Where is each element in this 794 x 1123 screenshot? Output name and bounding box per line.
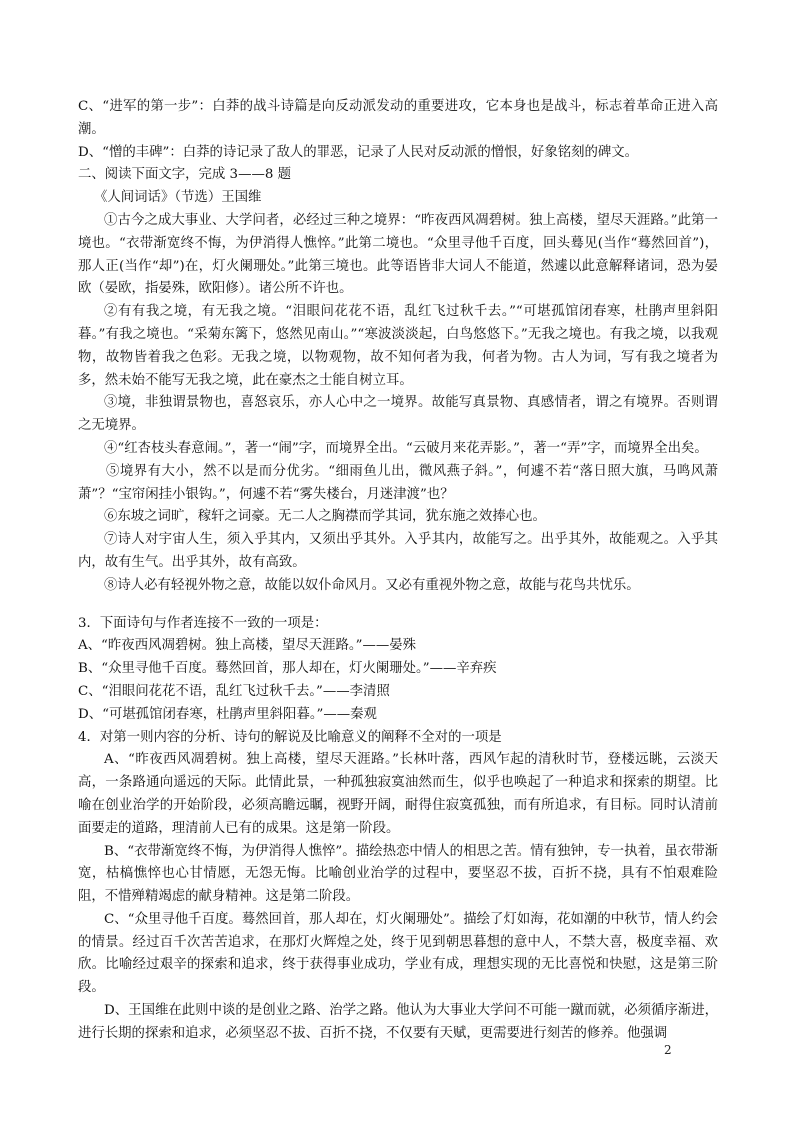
option-d-prev: D、“憎的丰碑”：白莽的诗记录了敌人的罪恶，记录了人民对反动派的憎恨，好象铭刻的碑文。 <box>78 144 639 160</box>
question-3-stem: 3．下面诗句与作者连接不一致的一项是： <box>78 615 328 631</box>
question-3-option-b: B、“众里寻他千百度。蓦然回首，那人却在，灯火阑珊处。”——辛弃疾 <box>78 661 497 677</box>
passage-paragraph-1: ①古今之成大事业、大学问者，必经过三种之境界：“昨夜西风凋碧树。独上高楼，望尽天涯路。”此第一境也。“衣带渐宽终不悔，为伊消得人憔悴。”此第二境也。“众里寻他千百度，回头蓦见(当作“蓦然回首”)，那人正(当作“却”)在，灯火阑珊处。”此第三境也。此等语皆非大词人不能道，然遽以此意解释诸词，恐为晏欧（晏欧，指晏殊，欧阳修）。诸公所不许也。 <box>78 212 718 297</box>
section-spacer <box>78 598 718 613</box>
passage-paragraph-8: ⑧诗人必有轻视外物之意，故能以奴仆命风月。又必有重视外物之意，故能与花鸟共忧乐。 <box>104 577 640 593</box>
passage-paragraph-2: ②有有我之境，有无我之境。“泪眼问花花不语，乱红飞过秋千去。”“可堪孤馆闭春寒，杜鹃声里斜阳暮。”有我之境也。“采菊东篱下，悠然见南山。”“寒波淡淡起，白鸟悠悠下。”无我之境也。有我之境，以我观物，故物皆着我之色彩。无我之境，以物观物，故不知何者为我，何者为物。古人为词，写有我之境者为多，然未始不能写无我之境，此在豪杰之士能自树立耳。 <box>78 304 718 388</box>
question-4-option-c: C、“众里寻他千百度。蓦然回首，那人却在，灯火阑珊处”。描绘了灯如海，花如潮的中秋节，情人约会的情景。经过百千次苦苦追求，在那灯火辉煌之处，终于见到朝思暮想的意中人，不禁大喜，极度幸福、欢欣。比喻经过艰辛的探索和追求，终于获得事业成功，学业有成，理想实现的无比喜悦和快慰，这是第三阶段。 <box>78 911 718 996</box>
document-page <box>78 96 718 1046</box>
question-4-option-d: D、王国维在此则中谈的是创业之路、治学之路。他认为大事业大学问不可能一蹴而就，必须循序渐进，进行长期的探索和追求，必须坚忍不拔、百折不挠，不仅要有天赋，更需要进行刻苦的修养。他强调 <box>78 1003 718 1041</box>
page-number: 2 <box>664 1043 672 1057</box>
option-c-prev: C、“进军的第一步”：白莽的战斗诗篇是向反动派发动的重要进攻，它本身也是战斗，标志着革命正进入高潮。 <box>78 99 718 137</box>
question-4-option-a: A、“昨夜西风凋碧树。独上高楼，望尽天涯路。”长林叶落，西风乍起的清秋时节，登楼远眺，云淡天高，一条路通向遥远的天际。此情此景，一种孤独寂寞油然而生，似乎也唤起了一种追求和探索的期望。比喻在创业治学的开始阶段，必须高瞻远瞩，视野开阔，耐得住寂寞孤独，而有所追求，有目标。同时认清前面要走的道路，理清前人已有的成果。这是第一阶段。 <box>78 752 718 836</box>
section-heading: 二、阅读下面文字，完成 3——8 题 <box>78 167 292 183</box>
passage-paragraph-5: ⑤境界有大小，然不以是而分优劣。“细雨鱼儿出，微风燕子斜。”，何遽不若“落日照大旗，马鸣风萧萧”？“宝帘闲挂小银钩。”，何遽不若“雾失楼台，月迷津渡”也？ <box>78 463 718 502</box>
question-3-option-d: D、“可堪孤馆闭春寒，杜鹃声里斜阳暮。”——秦观 <box>78 706 377 722</box>
question-3-option-a: A、“昨夜西风凋碧树。独上高楼，望尽天涯路。”——晏殊 <box>78 638 417 654</box>
question-4-option-b: B、“衣带渐宽终不悔，为伊消得人憔悴”。描绘热恋中情人的相思之苦。情有独钟，专一执着，虽衣带渐宽，枯槁憔悴也心甘情愿，无怨无悔。比喻创业治学的过程中，要坚忍不拔，百折不挠，具有不怕艰难险阻，不惜殚精竭虑的献身精神。这是第二阶段。 <box>78 843 718 905</box>
passage-paragraph-7: ⑦诗人对宇宙人生，须入乎其内，又须出乎其外。入乎其内，故能写之。出乎其外，故能观之。入乎其内，故有生气。出乎其外，故有高致。 <box>78 532 718 570</box>
passage-paragraph-4: ④“红杏枝头春意闹。”，著一“闹”字，而境界全出。“云破月来花弄影。”，著一“弄”字，而境界全出矣。 <box>104 440 708 456</box>
passage-paragraph-3: ③境，非独谓景物也，喜怒哀乐，亦人心中之一境界。故能写真景物、真感情者，谓之有境界。否则谓之无境界。 <box>78 395 718 434</box>
passage-title: 《人间词话》（节选）王国维 <box>94 190 262 206</box>
passage-paragraph-6: ⑥东坡之词旷，稼轩之词豪。无二人之胸襟而学其词，犹东施之效捧心也。 <box>104 509 546 525</box>
question-4-stem: 4．对第一则内容的分析、诗句的解说及比喻意义的阐释不全对的一项是 <box>78 729 502 745</box>
question-3-option-c: C、“泪眼问花花不语，乱红飞过秋千去。”——李清照 <box>78 683 390 699</box>
